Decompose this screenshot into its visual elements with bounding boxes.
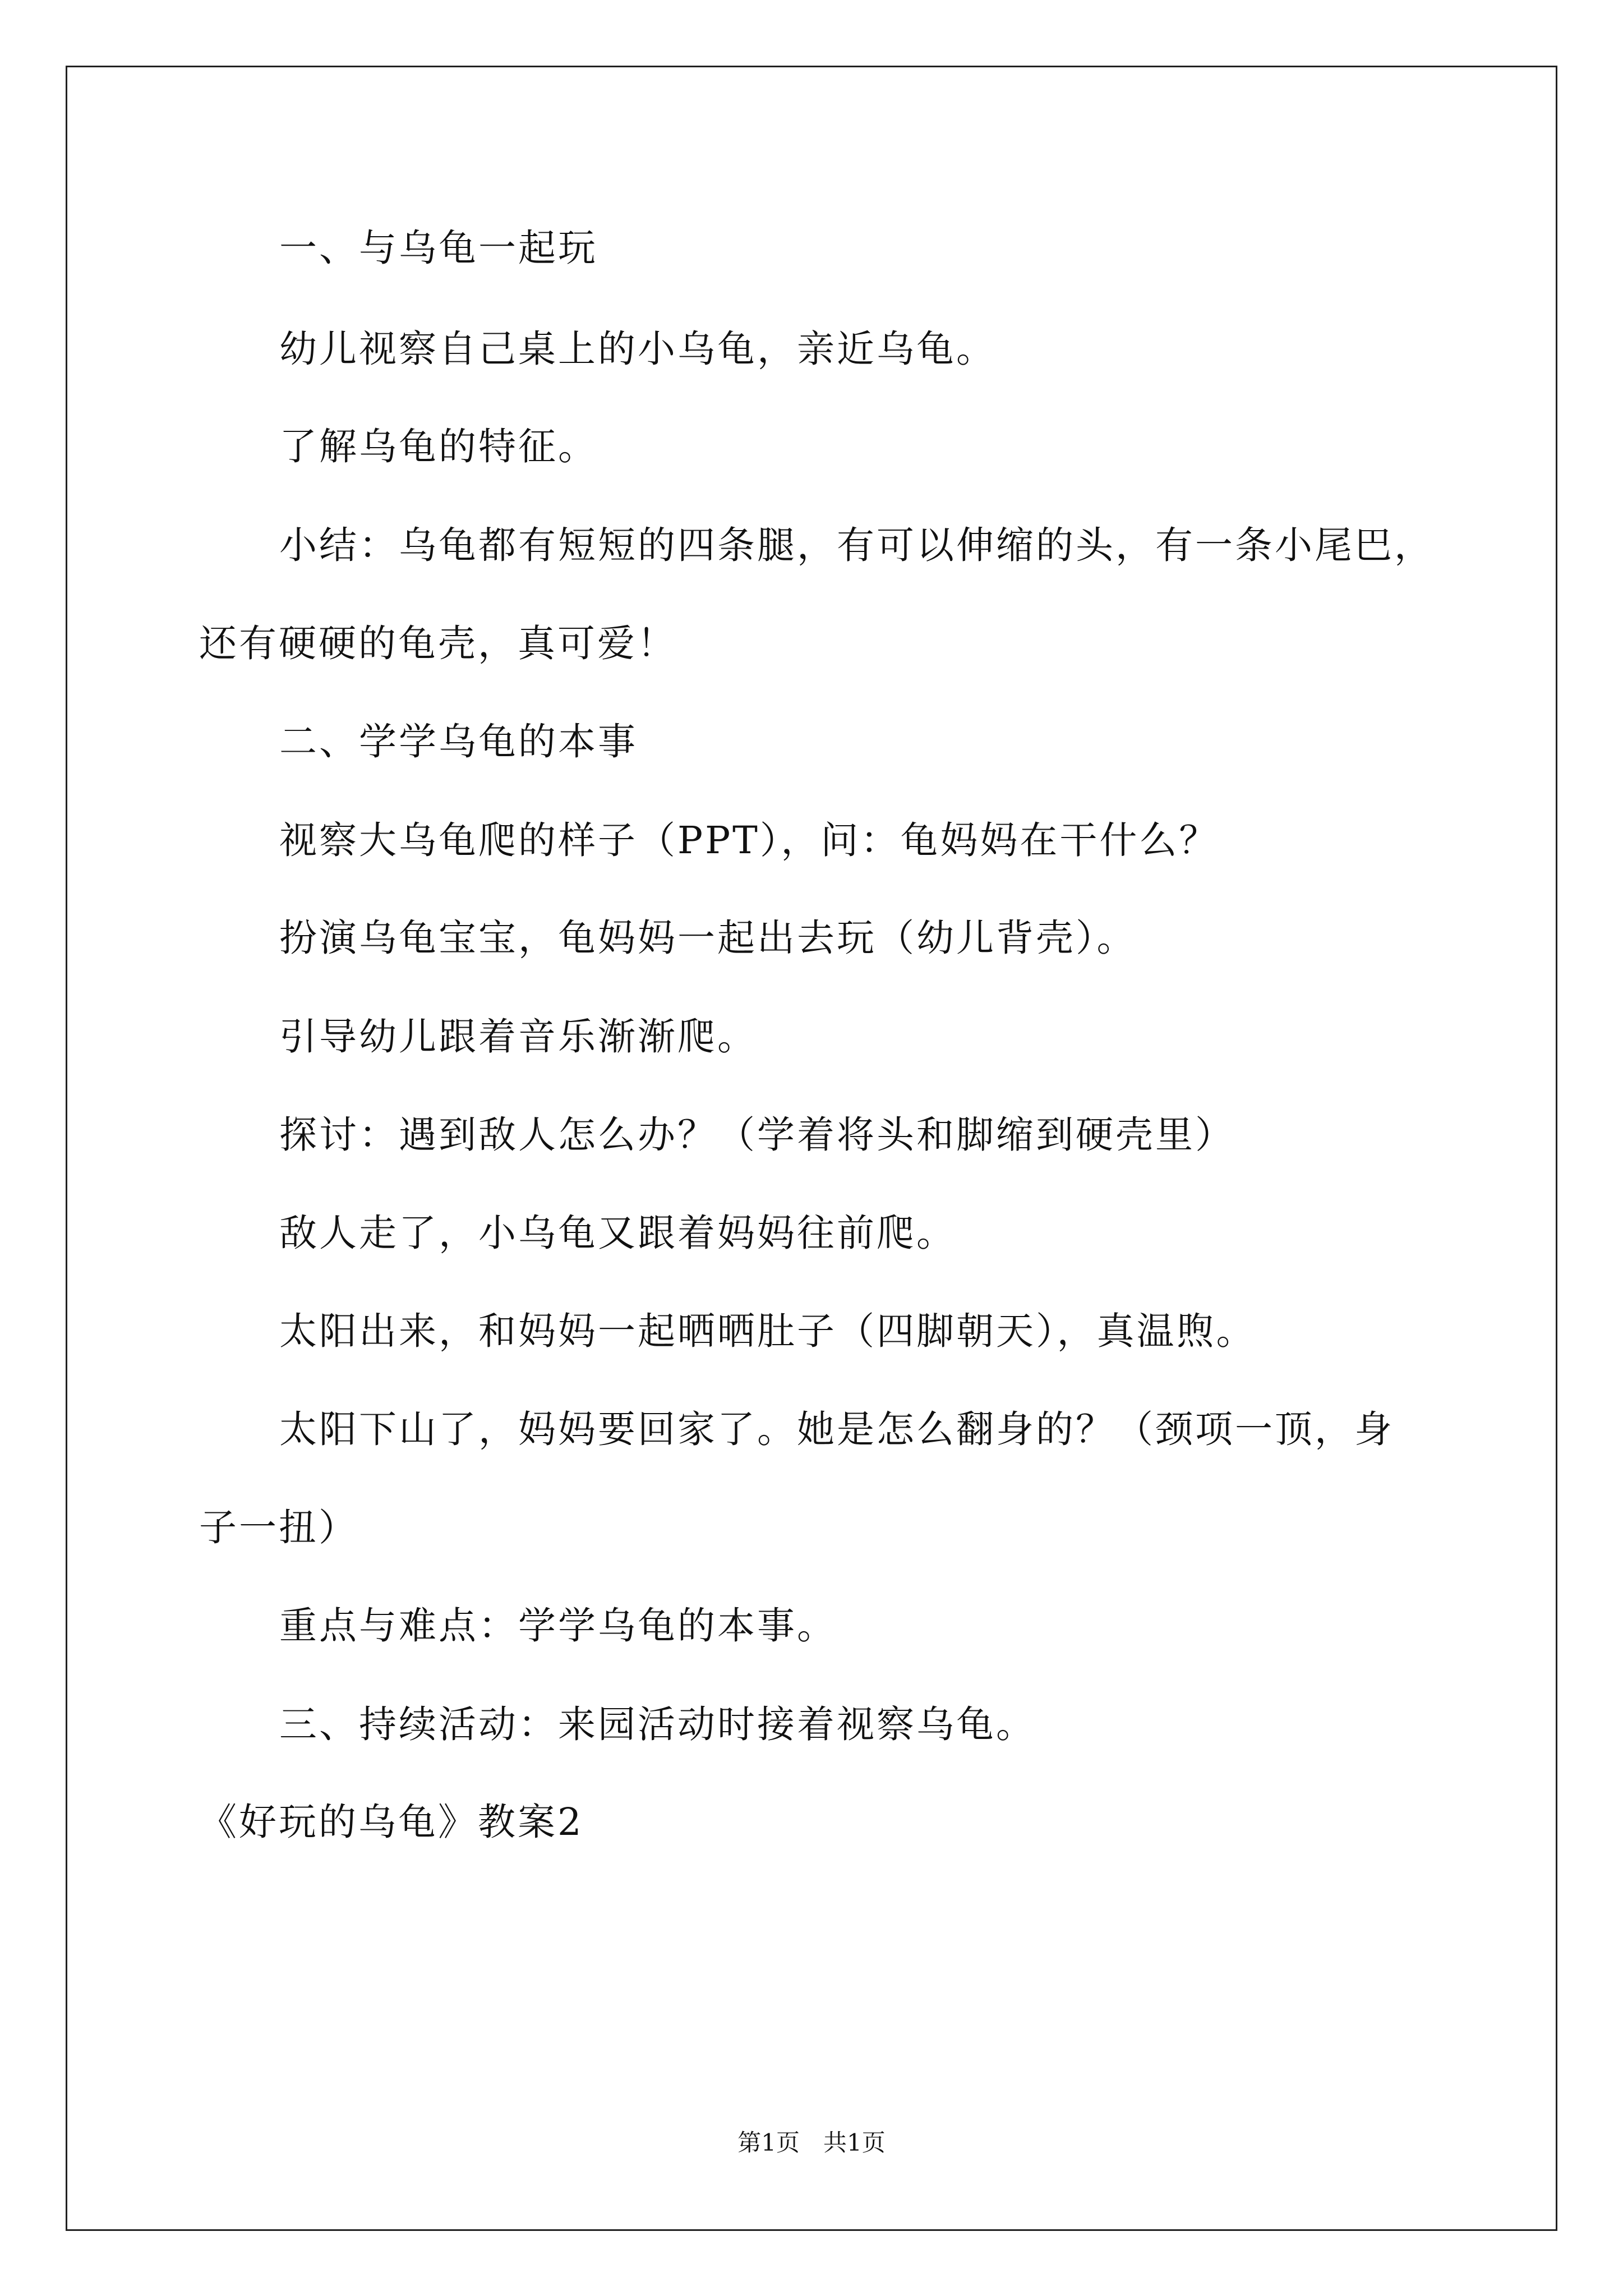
paragraph: 太阳下山了，妈妈要回家了。她是怎么翻身的？（颈项一顶，身	[279, 1407, 1394, 1451]
paragraph: 视察大乌龟爬的样子（PPT），问：龟妈妈在干什么？	[279, 818, 1219, 862]
section-heading-1: 一、与乌龟一起玩	[279, 226, 598, 270]
document-title: 《好玩的乌龟》教案2	[199, 1800, 584, 1844]
paragraph: 小结：乌龟都有短短的四条腿，有可以伸缩的头，有一条小尾巴，	[279, 523, 1434, 567]
paragraph: 了解乌龟的特征。	[279, 425, 598, 468]
paragraph-continuation: 还有硬硬的龟壳，真可爱！	[199, 622, 677, 665]
paragraph: 太阳出来，和妈妈一起晒晒肚子（四脚朝天），真温煦。	[279, 1309, 1256, 1353]
paragraph: 探讨：遇到敌人怎么办？（学着将头和脚缩到硬壳里）	[279, 1113, 1235, 1157]
page-footer: 第1页 共1页	[737, 2129, 886, 2156]
paragraph: 引导幼儿跟着音乐渐渐爬。	[279, 1015, 757, 1059]
paragraph: 幼儿视察自己桌上的小乌龟，亲近乌龟。	[279, 327, 996, 371]
paragraph: 重点与难点：学学乌龟的本事。	[279, 1604, 837, 1648]
section-heading-3: 三、持续活动：来园活动时接着视察乌龟。	[279, 1703, 1036, 1746]
paragraph: 敌人走了，小乌龟又跟着妈妈往前爬。	[279, 1211, 956, 1255]
paragraph-continuation: 子一扭）	[199, 1506, 358, 1549]
section-heading-2: 二、学学乌龟的本事	[279, 720, 638, 763]
paragraph: 扮演乌龟宝宝，龟妈妈一起出去玩（幼儿背壳）。	[279, 916, 1137, 960]
